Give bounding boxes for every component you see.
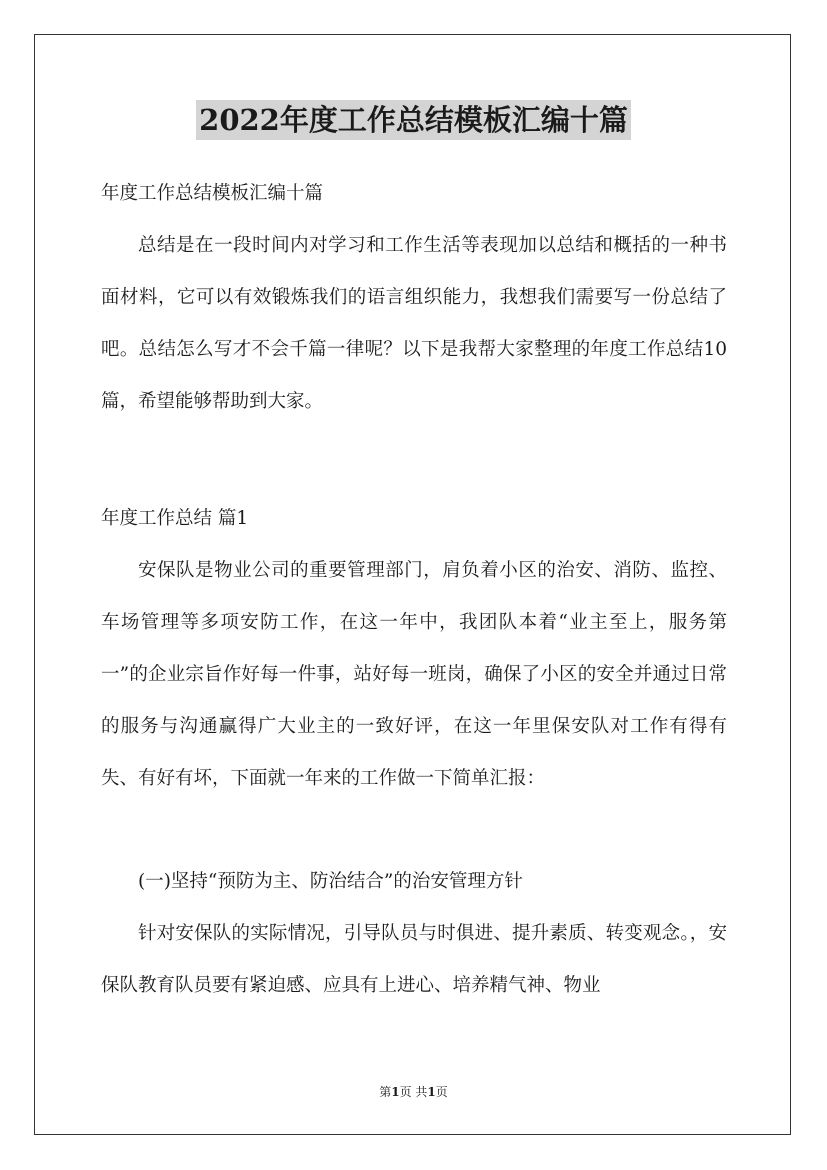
footer-mid: 页 共 — [399, 1085, 428, 1099]
document-subtitle: 年度工作总结模板汇编十篇 — [101, 183, 324, 204]
document-title: 2022年度工作总结模板汇编十篇 — [196, 100, 631, 140]
sub-point-heading: (一)坚持“预防为主、防治结合”的治安管理方针 — [138, 871, 523, 892]
title-container — [0, 100, 827, 140]
footer-total-pages: 1 — [427, 1085, 436, 1099]
footer-current-page: 1 — [391, 1085, 400, 1099]
footer-suffix: 页 — [435, 1085, 448, 1099]
page-footer — [0, 1082, 827, 1102]
intro-paragraph: 总结是在一段时间内对学习和工作生活等表现加以总结和概括的一种书面材料，它可以有效锻炼我们的语言组织能力，我想我们需要写一份总结了吧。总结怎么写才不会千篇一律呢？以下是我帮大家整理的年度工作总结10篇，希望能够帮助到大家。 — [101, 235, 727, 412]
section-paragraph: 安保队是物业公司的重要管理部门，肩负着小区的治安、消防、监控、车场管理等多项安防工作，在这一年中，我团队本着“业主至上，服务第一”的企业宗旨作好每一件事，站好每一班岗，确保了小区的安全并通过日常的服务与沟通赢得广大业主的一致好评，在这一年里保安队对工作有得有失、有好有坏，下面就一年来的工作做一下简单汇报： — [101, 560, 727, 789]
section-heading: 年度工作总结 篇1 — [101, 508, 249, 529]
sub-point-paragraph: 针对安保队的实际情况，引导队员与时俱进、提升素质、转变观念。，安保队教育队员要有紧迫感、应具有上进心、培养精气神、物业 — [101, 923, 727, 996]
footer-prefix: 第 — [379, 1085, 392, 1099]
